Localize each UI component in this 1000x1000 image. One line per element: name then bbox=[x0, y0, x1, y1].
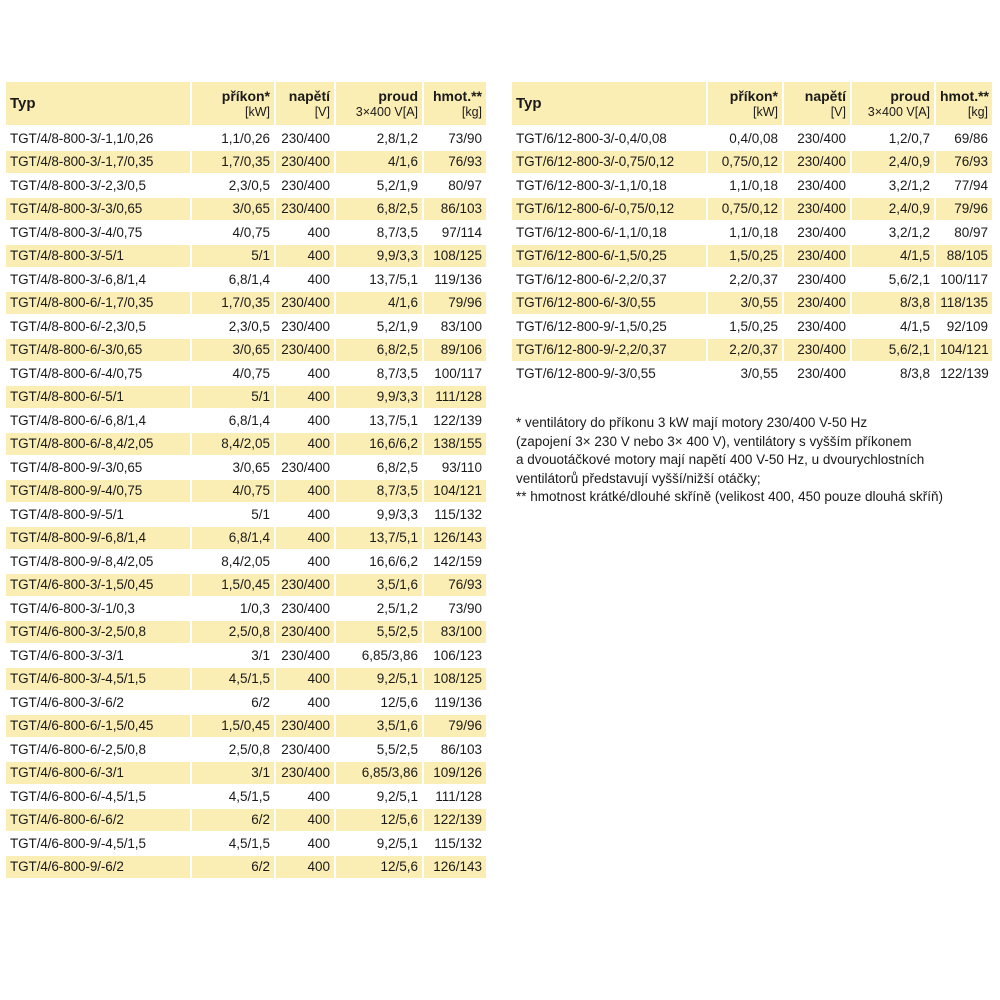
cell-napeti: 400 bbox=[276, 550, 336, 574]
cell-hmot: 104/121 bbox=[424, 480, 486, 504]
table-row bbox=[6, 668, 486, 692]
cell-proud: 8/3,8 bbox=[852, 362, 936, 386]
cell-proud: 4/1,5 bbox=[852, 315, 936, 339]
cell-proud: 6,85/3,86 bbox=[336, 644, 424, 668]
header-typ bbox=[512, 82, 708, 127]
cell-hmot: 122/139 bbox=[936, 362, 992, 386]
cell-proud: 13,7/5,1 bbox=[336, 268, 424, 292]
cell-typ: TGT/4/8-800-3/-3/0,65 bbox=[6, 198, 192, 222]
table-row bbox=[6, 809, 486, 833]
cell-typ: TGT/6/12-800-9/-2,2/0,37 bbox=[512, 339, 708, 363]
table-row bbox=[6, 221, 486, 245]
cell-napeti: 230/400 bbox=[784, 221, 852, 245]
cell-napeti: 230/400 bbox=[276, 456, 336, 480]
cell-prikon: 3/1 bbox=[192, 762, 276, 786]
cell-typ: TGT/4/8-800-3/-5/1 bbox=[6, 245, 192, 269]
cell-typ: TGT/4/6-800-3/-6/2 bbox=[6, 691, 192, 715]
cell-napeti: 230/400 bbox=[276, 574, 336, 598]
cell-prikon: 2,3/0,5 bbox=[192, 315, 276, 339]
table-row bbox=[6, 339, 486, 363]
cell-hmot: 80/97 bbox=[936, 221, 992, 245]
cell-proud: 3,5/1,6 bbox=[336, 574, 424, 598]
cell-proud: 3,5/1,6 bbox=[336, 715, 424, 739]
cell-hmot: 97/114 bbox=[424, 221, 486, 245]
cell-hmot: 100/117 bbox=[424, 362, 486, 386]
cell-proud: 4/1,5 bbox=[852, 245, 936, 269]
cell-hmot: 109/126 bbox=[424, 762, 486, 786]
cell-proud: 8,7/3,5 bbox=[336, 480, 424, 504]
table-row bbox=[512, 221, 992, 245]
cell-typ: TGT/4/8-800-3/-2,3/0,5 bbox=[6, 174, 192, 198]
cell-typ: TGT/4/6-800-3/-1/0,3 bbox=[6, 597, 192, 621]
cell-typ: TGT/4/6-800-3/-3/1 bbox=[6, 644, 192, 668]
cell-prikon: 2,2/0,37 bbox=[708, 339, 784, 363]
table-row bbox=[512, 339, 992, 363]
cell-prikon: 2,2/0,37 bbox=[708, 268, 784, 292]
cell-prikon: 6,8/1,4 bbox=[192, 527, 276, 551]
cell-proud: 9,2/5,1 bbox=[336, 668, 424, 692]
cell-napeti: 400 bbox=[276, 433, 336, 457]
cell-proud: 5,6/2,1 bbox=[852, 268, 936, 292]
cell-typ: TGT/4/8-800-9/-3/0,65 bbox=[6, 456, 192, 480]
cell-hmot: 119/136 bbox=[424, 691, 486, 715]
table-body-right bbox=[512, 127, 992, 386]
cell-prikon: 5/1 bbox=[192, 245, 276, 269]
table-row bbox=[6, 715, 486, 739]
cell-typ: TGT/4/8-800-6/-1,7/0,35 bbox=[6, 292, 192, 316]
cell-typ: TGT/4/8-800-9/-6,8/1,4 bbox=[6, 527, 192, 551]
cell-prikon: 3/0,55 bbox=[708, 362, 784, 386]
cell-prikon: 1/0,3 bbox=[192, 597, 276, 621]
cell-typ: TGT/6/12-800-9/-3/0,55 bbox=[512, 362, 708, 386]
header-proud bbox=[336, 82, 424, 127]
cell-hmot: 108/125 bbox=[424, 668, 486, 692]
cell-napeti: 230/400 bbox=[276, 621, 336, 645]
cell-hmot: 126/143 bbox=[424, 527, 486, 551]
cell-napeti: 400 bbox=[276, 856, 336, 880]
cell-typ: TGT/4/6-800-9/-4,5/1,5 bbox=[6, 832, 192, 856]
cell-prikon: 6/2 bbox=[192, 691, 276, 715]
cell-prikon: 6/2 bbox=[192, 856, 276, 880]
cell-proud: 12/5,6 bbox=[336, 856, 424, 880]
cell-hmot: 76/93 bbox=[424, 151, 486, 175]
cell-prikon: 5/1 bbox=[192, 503, 276, 527]
cell-proud: 9,9/3,3 bbox=[336, 503, 424, 527]
cell-napeti: 400 bbox=[276, 362, 336, 386]
cell-napeti: 230/400 bbox=[784, 339, 852, 363]
table-row bbox=[512, 268, 992, 292]
cell-proud: 8,7/3,5 bbox=[336, 221, 424, 245]
cell-proud: 5,2/1,9 bbox=[336, 315, 424, 339]
table-row bbox=[512, 127, 992, 151]
header-typ-label: Typ bbox=[516, 94, 542, 112]
cell-typ: TGT/6/12-800-3/-0,4/0,08 bbox=[512, 127, 708, 151]
cell-proud: 16,6/6,2 bbox=[336, 433, 424, 457]
cell-napeti: 230/400 bbox=[276, 198, 336, 222]
cell-typ: TGT/4/6-800-6/-2,5/0,8 bbox=[6, 738, 192, 762]
cell-typ: TGT/4/8-800-3/-6,8/1,4 bbox=[6, 268, 192, 292]
footnote-line: a dvouotáčkové motory mají napětí 400 V-50 Hz, u dvourychlostních bbox=[516, 452, 925, 467]
cell-proud: 12/5,6 bbox=[336, 809, 424, 833]
cell-prikon: 1,5/0,45 bbox=[192, 715, 276, 739]
header-proud-label: proud bbox=[890, 87, 930, 104]
cell-prikon: 1,5/0,25 bbox=[708, 245, 784, 269]
cell-napeti: 230/400 bbox=[276, 339, 336, 363]
cell-prikon: 4/0,75 bbox=[192, 221, 276, 245]
cell-napeti: 400 bbox=[276, 527, 336, 551]
cell-hmot: 122/139 bbox=[424, 409, 486, 433]
cell-napeti: 230/400 bbox=[276, 644, 336, 668]
cell-napeti: 230/400 bbox=[784, 127, 852, 151]
cell-prikon: 4,5/1,5 bbox=[192, 785, 276, 809]
cell-typ: TGT/4/8-800-6/-4/0,75 bbox=[6, 362, 192, 386]
cell-hmot: 79/96 bbox=[936, 198, 992, 222]
cell-proud: 6,8/2,5 bbox=[336, 198, 424, 222]
cell-prikon: 3/0,65 bbox=[192, 456, 276, 480]
cell-hmot: 111/128 bbox=[424, 785, 486, 809]
fan-spec-table-right bbox=[512, 82, 992, 386]
cell-prikon: 8,4/2,05 bbox=[192, 550, 276, 574]
cell-prikon: 1,1/0,18 bbox=[708, 221, 784, 245]
cell-prikon: 0,75/0,12 bbox=[708, 198, 784, 222]
cell-hmot: 73/90 bbox=[424, 597, 486, 621]
cell-proud: 13,7/5,1 bbox=[336, 409, 424, 433]
table-row bbox=[6, 621, 486, 645]
cell-prikon: 4/0,75 bbox=[192, 480, 276, 504]
cell-hmot: 93/110 bbox=[424, 456, 486, 480]
cell-typ: TGT/4/6-800-6/-4,5/1,5 bbox=[6, 785, 192, 809]
table-row bbox=[6, 151, 486, 175]
cell-napeti: 400 bbox=[276, 386, 336, 410]
table-row bbox=[6, 644, 486, 668]
cell-napeti: 400 bbox=[276, 668, 336, 692]
table-row bbox=[6, 691, 486, 715]
header-proud-unit: 3×400 V[A] bbox=[355, 104, 418, 119]
cell-proud: 1,2/0,7 bbox=[852, 127, 936, 151]
cell-proud: 13,7/5,1 bbox=[336, 527, 424, 551]
cell-napeti: 230/400 bbox=[276, 597, 336, 621]
cell-napeti: 230/400 bbox=[276, 762, 336, 786]
cell-prikon: 2,5/0,8 bbox=[192, 738, 276, 762]
header-hmot-label: hmot.** bbox=[940, 87, 989, 104]
cell-napeti: 230/400 bbox=[784, 174, 852, 198]
header-proud-label: proud bbox=[378, 87, 418, 104]
cell-napeti: 230/400 bbox=[784, 292, 852, 316]
header-typ bbox=[6, 82, 192, 127]
cell-hmot: 108/125 bbox=[424, 245, 486, 269]
cell-hmot: 106/123 bbox=[424, 644, 486, 668]
header-napeti-label: napětí bbox=[804, 87, 846, 104]
cell-proud: 9,2/5,1 bbox=[336, 785, 424, 809]
cell-prikon: 3/1 bbox=[192, 644, 276, 668]
cell-prikon: 3/0,65 bbox=[192, 339, 276, 363]
cell-proud: 16,6/6,2 bbox=[336, 550, 424, 574]
cell-proud: 9,9/3,3 bbox=[336, 245, 424, 269]
cell-proud: 8,7/3,5 bbox=[336, 362, 424, 386]
cell-typ: TGT/4/8-800-6/-3/0,65 bbox=[6, 339, 192, 363]
cell-typ: TGT/6/12-800-6/-3/0,55 bbox=[512, 292, 708, 316]
cell-typ: TGT/6/12-800-3/-0,75/0,12 bbox=[512, 151, 708, 175]
cell-typ: TGT/4/8-800-6/-2,3/0,5 bbox=[6, 315, 192, 339]
table-row bbox=[512, 315, 992, 339]
cell-hmot: 119/136 bbox=[424, 268, 486, 292]
cell-typ: TGT/6/12-800-6/-1,5/0,25 bbox=[512, 245, 708, 269]
table-row bbox=[6, 362, 486, 386]
table-row bbox=[6, 409, 486, 433]
cell-hmot: 92/109 bbox=[936, 315, 992, 339]
cell-prikon: 2,5/0,8 bbox=[192, 621, 276, 645]
cell-proud: 3,2/1,2 bbox=[852, 221, 936, 245]
header-napeti bbox=[784, 82, 852, 127]
cell-hmot: 115/132 bbox=[424, 503, 486, 527]
cell-hmot: 73/90 bbox=[424, 127, 486, 151]
cell-prikon: 3/0,55 bbox=[708, 292, 784, 316]
table-row bbox=[512, 198, 992, 222]
cell-prikon: 6,8/1,4 bbox=[192, 409, 276, 433]
table-row bbox=[512, 292, 992, 316]
cell-typ: TGT/4/6-800-6/-3/1 bbox=[6, 762, 192, 786]
table-row bbox=[6, 174, 486, 198]
cell-proud: 2,8/1,2 bbox=[336, 127, 424, 151]
table-body-left bbox=[6, 127, 486, 879]
cell-napeti: 400 bbox=[276, 480, 336, 504]
cell-prikon: 3/0,65 bbox=[192, 198, 276, 222]
cell-proud: 8/3,8 bbox=[852, 292, 936, 316]
header-hmot-unit: [kg] bbox=[967, 104, 988, 119]
cell-typ: TGT/4/6-800-3/-4,5/1,5 bbox=[6, 668, 192, 692]
table-row bbox=[512, 151, 992, 175]
table-header-row bbox=[512, 82, 992, 127]
cell-hmot: 83/100 bbox=[424, 315, 486, 339]
header-prikon bbox=[192, 82, 276, 127]
table-row bbox=[6, 762, 486, 786]
header-napeti-unit: [V] bbox=[314, 104, 330, 119]
footnote-line: (zapojení 3× 230 V nebo 3× 400 V), ventilátory s vyšším příkonem bbox=[516, 433, 912, 449]
header-hmot bbox=[424, 82, 486, 127]
header-napeti-label: napětí bbox=[288, 87, 330, 104]
cell-napeti: 230/400 bbox=[276, 127, 336, 151]
cell-hmot: 100/117 bbox=[936, 268, 992, 292]
cell-typ: TGT/4/8-800-3/-4/0,75 bbox=[6, 221, 192, 245]
header-prikon bbox=[708, 82, 784, 127]
cell-hmot: 138/155 bbox=[424, 433, 486, 457]
cell-napeti: 230/400 bbox=[276, 174, 336, 198]
cell-proud: 9,9/3,3 bbox=[336, 386, 424, 410]
cell-proud: 5,5/2,5 bbox=[336, 621, 424, 645]
cell-typ: TGT/4/8-800-6/-6,8/1,4 bbox=[6, 409, 192, 433]
table-row bbox=[6, 127, 486, 151]
cell-proud: 2,4/0,9 bbox=[852, 198, 936, 222]
cell-napeti: 400 bbox=[276, 503, 336, 527]
cell-napeti: 400 bbox=[276, 785, 336, 809]
cell-proud: 3,2/1,2 bbox=[852, 174, 936, 198]
header-prikon-label: příkon* bbox=[729, 87, 778, 104]
cell-proud: 4/1,6 bbox=[336, 292, 424, 316]
cell-proud: 12/5,6 bbox=[336, 691, 424, 715]
table-row bbox=[6, 527, 486, 551]
cell-hmot: 88/105 bbox=[936, 245, 992, 269]
cell-typ: TGT/6/12-800-6/-2,2/0,37 bbox=[512, 268, 708, 292]
cell-typ: TGT/4/8-800-6/-5/1 bbox=[6, 386, 192, 410]
cell-prikon: 0,75/0,12 bbox=[708, 151, 784, 175]
header-prikon-unit: [kW] bbox=[753, 104, 778, 119]
table-row bbox=[6, 433, 486, 457]
table-row bbox=[6, 503, 486, 527]
cell-proud: 2,4/0,9 bbox=[852, 151, 936, 175]
fan-spec-table-left bbox=[6, 82, 486, 879]
table-row bbox=[6, 315, 486, 339]
table-row bbox=[6, 245, 486, 269]
cell-napeti: 400 bbox=[276, 809, 336, 833]
table-row bbox=[6, 832, 486, 856]
footnote-line: ventilátorů představují vyšší/nižší otáčky; bbox=[516, 470, 761, 486]
cell-hmot: 142/159 bbox=[424, 550, 486, 574]
table-row bbox=[6, 785, 486, 809]
cell-hmot: 89/106 bbox=[424, 339, 486, 363]
cell-napeti: 230/400 bbox=[784, 362, 852, 386]
cell-prikon: 4/0,75 bbox=[192, 362, 276, 386]
cell-prikon: 4,5/1,5 bbox=[192, 832, 276, 856]
cell-hmot: 86/103 bbox=[424, 198, 486, 222]
cell-prikon: 1,5/0,45 bbox=[192, 574, 276, 598]
cell-prikon: 1,5/0,25 bbox=[708, 315, 784, 339]
cell-hmot: 80/97 bbox=[424, 174, 486, 198]
cell-prikon: 1,7/0,35 bbox=[192, 292, 276, 316]
cell-typ: TGT/4/8-800-3/-1,7/0,35 bbox=[6, 151, 192, 175]
cell-hmot: 111/128 bbox=[424, 386, 486, 410]
cell-napeti: 400 bbox=[276, 221, 336, 245]
cell-typ: TGT/4/6-800-3/-1,5/0,45 bbox=[6, 574, 192, 598]
table-row bbox=[6, 574, 486, 598]
cell-hmot: 76/93 bbox=[424, 574, 486, 598]
header-napeti bbox=[276, 82, 336, 127]
table-header-row bbox=[6, 82, 486, 127]
cell-napeti: 400 bbox=[276, 409, 336, 433]
table-row bbox=[6, 292, 486, 316]
cell-napeti: 230/400 bbox=[276, 292, 336, 316]
footnote-line: * ventilátory do příkonu 3 kW mají motory 230/400 V-50 Hz bbox=[516, 415, 868, 430]
cell-prikon: 8,4/2,05 bbox=[192, 433, 276, 457]
cell-hmot: 76/93 bbox=[936, 151, 992, 175]
header-napeti-unit: [V] bbox=[830, 104, 846, 119]
table-row bbox=[6, 597, 486, 621]
header-hmot-unit: [kg] bbox=[461, 104, 482, 119]
cell-hmot: 118/135 bbox=[936, 292, 992, 316]
cell-hmot: 86/103 bbox=[424, 738, 486, 762]
header-proud bbox=[852, 82, 936, 127]
cell-typ: TGT/4/6-800-3/-2,5/0,8 bbox=[6, 621, 192, 645]
cell-prikon: 1,7/0,35 bbox=[192, 151, 276, 175]
cell-napeti: 400 bbox=[276, 245, 336, 269]
cell-typ: TGT/4/8-800-9/-5/1 bbox=[6, 503, 192, 527]
cell-typ: TGT/6/12-800-6/-0,75/0,12 bbox=[512, 198, 708, 222]
cell-proud: 5,2/1,9 bbox=[336, 174, 424, 198]
cell-prikon: 1,1/0,26 bbox=[192, 127, 276, 151]
cell-napeti: 400 bbox=[276, 691, 336, 715]
cell-napeti: 230/400 bbox=[784, 315, 852, 339]
cell-prikon: 6,8/1,4 bbox=[192, 268, 276, 292]
cell-typ: TGT/4/6-800-6/-1,5/0,45 bbox=[6, 715, 192, 739]
table-row bbox=[512, 245, 992, 269]
table-row bbox=[6, 268, 486, 292]
cell-typ: TGT/6/12-800-3/-1,1/0,18 bbox=[512, 174, 708, 198]
header-hmot bbox=[936, 82, 992, 127]
cell-prikon: 0,4/0,08 bbox=[708, 127, 784, 151]
footnotes bbox=[516, 414, 998, 507]
table-row bbox=[512, 362, 992, 386]
cell-typ: TGT/4/8-800-6/-8,4/2,05 bbox=[6, 433, 192, 457]
cell-napeti: 400 bbox=[276, 832, 336, 856]
header-hmot-label: hmot.** bbox=[433, 87, 482, 104]
table-row bbox=[6, 550, 486, 574]
header-prikon-unit: [kW] bbox=[245, 104, 270, 119]
cell-proud: 5,5/2,5 bbox=[336, 738, 424, 762]
table-row bbox=[6, 856, 486, 880]
table-row bbox=[6, 480, 486, 504]
cell-proud: 6,8/2,5 bbox=[336, 339, 424, 363]
cell-napeti: 230/400 bbox=[784, 245, 852, 269]
cell-typ: TGT/4/6-800-6/-6/2 bbox=[6, 809, 192, 833]
cell-typ: TGT/6/12-800-9/-1,5/0,25 bbox=[512, 315, 708, 339]
cell-hmot: 104/121 bbox=[936, 339, 992, 363]
table-row bbox=[512, 174, 992, 198]
cell-napeti: 400 bbox=[276, 268, 336, 292]
cell-hmot: 83/100 bbox=[424, 621, 486, 645]
table-row bbox=[6, 198, 486, 222]
cell-typ: TGT/4/8-800-9/-4/0,75 bbox=[6, 480, 192, 504]
table-row bbox=[6, 738, 486, 762]
cell-proud: 4/1,6 bbox=[336, 151, 424, 175]
cell-proud: 5,6/2,1 bbox=[852, 339, 936, 363]
cell-napeti: 230/400 bbox=[784, 198, 852, 222]
footnote-line: ** hmotnost krátké/dlouhé skříně (velikost 400, 450 pouze dlouhá skříň) bbox=[516, 489, 943, 504]
cell-prikon: 4,5/1,5 bbox=[192, 668, 276, 692]
cell-proud: 6,8/2,5 bbox=[336, 456, 424, 480]
header-typ-label: Typ bbox=[10, 94, 36, 112]
cell-typ: TGT/4/8-800-9/-8,4/2,05 bbox=[6, 550, 192, 574]
cell-hmot: 77/94 bbox=[936, 174, 992, 198]
cell-hmot: 126/143 bbox=[424, 856, 486, 880]
cell-proud: 9,2/5,1 bbox=[336, 832, 424, 856]
cell-napeti: 230/400 bbox=[784, 151, 852, 175]
table-row bbox=[6, 386, 486, 410]
header-prikon-label: příkon* bbox=[221, 87, 270, 104]
cell-typ: TGT/6/12-800-6/-1,1/0,18 bbox=[512, 221, 708, 245]
cell-napeti: 230/400 bbox=[276, 715, 336, 739]
cell-hmot: 79/96 bbox=[424, 292, 486, 316]
cell-hmot: 69/86 bbox=[936, 127, 992, 151]
cell-hmot: 115/132 bbox=[424, 832, 486, 856]
cell-prikon: 5/1 bbox=[192, 386, 276, 410]
cell-proud: 2,5/1,2 bbox=[336, 597, 424, 621]
cell-proud: 6,85/3,86 bbox=[336, 762, 424, 786]
header-proud-unit: 3×400 V[A] bbox=[867, 104, 930, 119]
cell-napeti: 230/400 bbox=[276, 738, 336, 762]
cell-napeti: 230/400 bbox=[276, 151, 336, 175]
cell-prikon: 2,3/0,5 bbox=[192, 174, 276, 198]
cell-napeti: 230/400 bbox=[276, 315, 336, 339]
cell-hmot: 122/139 bbox=[424, 809, 486, 833]
cell-prikon: 6/2 bbox=[192, 809, 276, 833]
cell-hmot: 79/96 bbox=[424, 715, 486, 739]
table-row bbox=[6, 456, 486, 480]
cell-typ: TGT/4/6-800-9/-6/2 bbox=[6, 856, 192, 880]
cell-typ: TGT/4/8-800-3/-1,1/0,26 bbox=[6, 127, 192, 151]
cell-prikon: 1,1/0,18 bbox=[708, 174, 784, 198]
cell-napeti: 230/400 bbox=[784, 268, 852, 292]
